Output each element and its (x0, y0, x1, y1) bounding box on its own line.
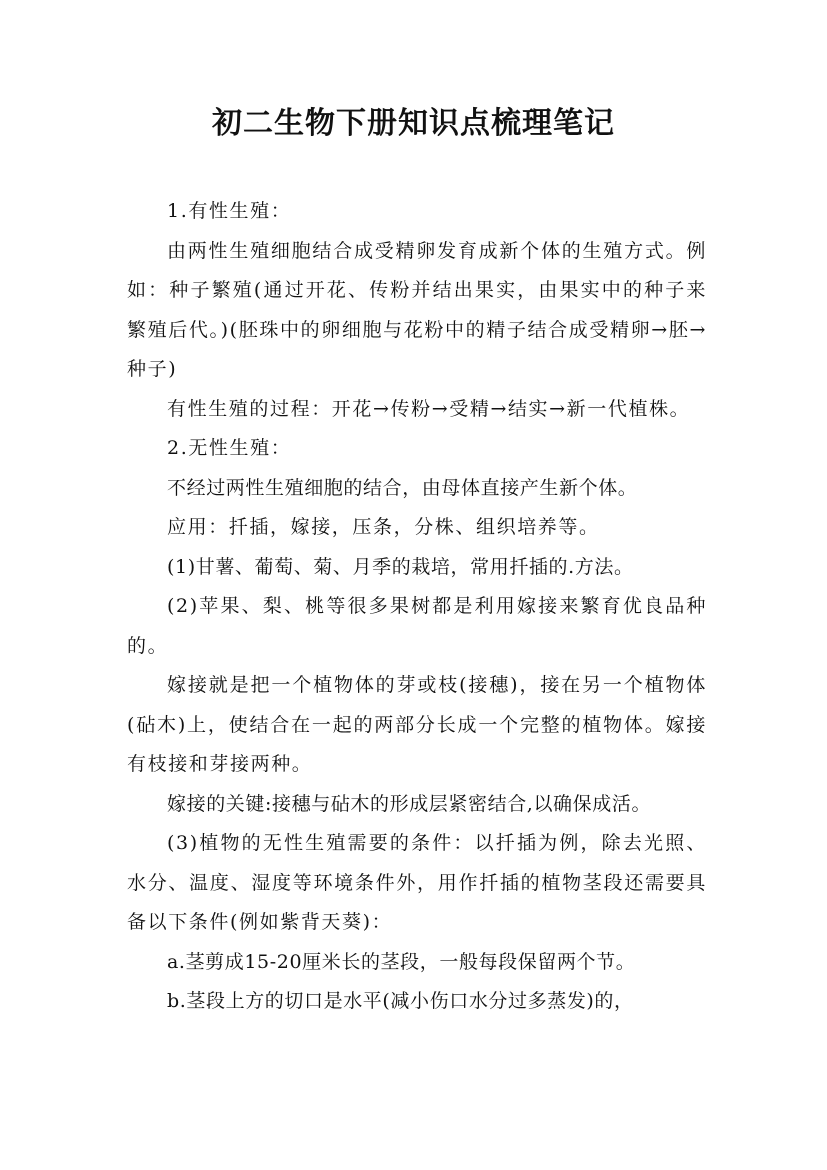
paragraph-grafting-definition: 嫁接就是把一个植物体的芽或枝(接穗)，接在另一个植物体(砧木)上，使结合在一起的两部分长成一个完整的植物体。嫁接有枝接和芽接两种。 (127, 674, 707, 775)
paragraph-applications: 应用：扦插，嫁接，压条，分株、组织培养等。 (167, 516, 600, 538)
paragraph-heading-sexual-reproduction: 1.有性生殖： (167, 200, 292, 222)
paragraph-cutting-example: (1)甘薯、葡萄、菊、月季的栽培，常用扦插的.方法。 (167, 555, 634, 578)
paragraph-sexual-reproduction-definition: 由两性生殖细胞结合成受精卵发育成新个体的生殖方式。例如：种子繁殖(通过开花、传粉并结出果实，由果实中的种子来繁殖后代。)(胚珠中的卵细胞与花粉中的精子结合成受精卵→胚→种子) (127, 239, 707, 380)
paragraph-condition-b: b.茎段上方的切口是水平(减小伤口水分过多蒸发)的， (167, 990, 634, 1012)
paragraph-grafting-key: 嫁接的关键:接穗与砧木的形成层紧密结合,以确保成活。 (167, 792, 652, 815)
paragraph-asexual-conditions: (3)植物的无性生殖需要的条件：以扦插为例，除去光照、水分、温度、湿度等环境条件外，用作扦插的植物茎段还需要具备以下条件(例如紫背天葵)： (127, 832, 707, 933)
document-body (127, 192, 707, 1022)
paragraph-sexual-reproduction-process: 有性生殖的过程：开花→传粉→受精→结实→新一代植株。 (167, 397, 691, 420)
paragraph-grafting-example: (2)苹果、梨、桃等很多果树都是利用嫁接来繁育优良品种的。 (127, 595, 707, 657)
paragraph-asexual-reproduction-definition: 不经过两性生殖细胞的结合，由母体直接产生新个体。 (167, 476, 638, 499)
paragraph-condition-a: a.茎剪成15-20厘米长的茎段，一般每段保留两个节。 (167, 950, 636, 973)
paragraph-heading-asexual-reproduction: 2.无性生殖： (167, 437, 292, 459)
document-title: 初二生物下册知识点梳理笔记 (212, 106, 615, 141)
